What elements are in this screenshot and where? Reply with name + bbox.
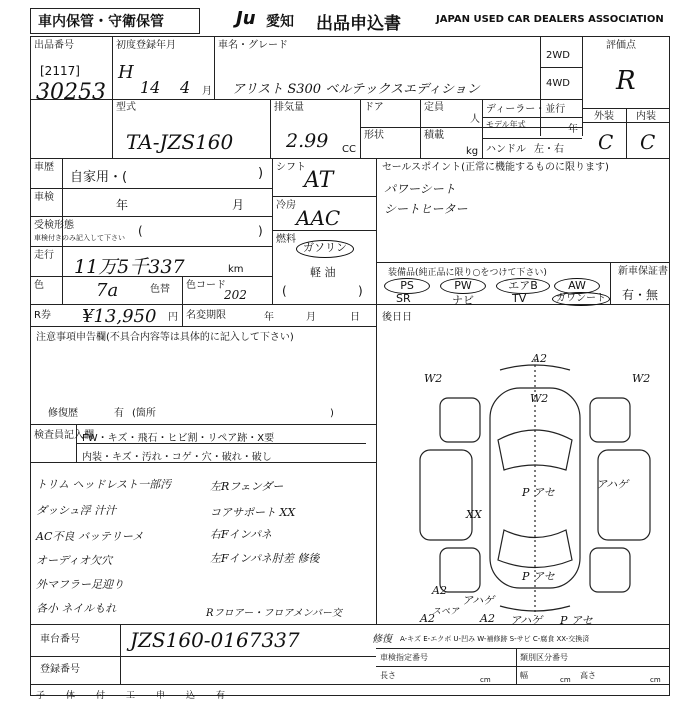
height-cm: cm — [650, 676, 661, 684]
certified-label: 車検指定番号 — [380, 653, 428, 662]
bottom-strip-4: 工 — [126, 691, 136, 701]
inspector-row1: FW・キズ・飛石・ヒビ割・リペア跡・X要 — [82, 433, 275, 444]
equip-extra: ガワンート — [552, 292, 610, 306]
shape-label: 形状 — [364, 130, 384, 141]
capacity-label: 定員 — [424, 102, 444, 113]
after-date-label: 後日日 — [382, 312, 412, 323]
rating-score: R — [616, 66, 636, 96]
mileage-label: 走行 — [34, 250, 54, 261]
displacement-value: 2.99 — [286, 130, 329, 152]
note-right-5: Rフロアー・フロアメンバー交 — [206, 608, 342, 619]
inspection-month-unit: 月 — [232, 198, 245, 212]
capacity-unit: 人 — [470, 114, 480, 125]
color-value: 7a — [96, 280, 119, 301]
recycle-label: R券 — [34, 310, 51, 321]
note-right-4: 左Fインパネ肘差 修後 — [210, 552, 320, 565]
consignment-label: 受検形態 — [34, 220, 74, 231]
chassis-label: 車台番号 — [40, 634, 80, 645]
consignment-note: 車検付きのみ記入して下さい — [34, 234, 125, 242]
interior-label: 内装 — [636, 111, 656, 122]
lot-label: 出品番号 — [34, 40, 74, 51]
legend-circled: 修復 — [372, 634, 392, 645]
equipment-label: 装備品(純正品に限り○をつけて下さい) — [388, 268, 547, 278]
ju-logo: Ju — [236, 8, 256, 29]
model-year-label: モデル年式 — [486, 120, 526, 129]
rating-label: 評価点 — [606, 40, 636, 51]
note-line-2: ダッシュ浮 汁汁 — [36, 504, 117, 517]
gasoline-option: ガソリン — [296, 240, 354, 258]
region-label: 愛知 — [266, 14, 294, 30]
interior-grade: C — [640, 130, 656, 154]
diagram-mark-11: A2 — [480, 612, 495, 625]
door-label: ドア — [364, 102, 384, 113]
form-title: 出品申込書 — [316, 14, 401, 34]
type-value: TA-JZS160 — [126, 130, 234, 154]
registration-month-unit: 月 — [202, 86, 212, 97]
legend-text: A-キズ E-エクボ U-凹み W-補修跡 S-サビ C-腐食 XX-交換済 — [400, 635, 590, 643]
association-name: JAPAN USED CAR DEALERS ASSOCIATION — [436, 14, 664, 25]
color-code-label: 色コード — [186, 280, 226, 291]
diagram-mark-14: P アセ — [560, 614, 593, 627]
fuel-open: ( — [282, 284, 287, 298]
diagram-mark-5: XX — [466, 508, 482, 521]
recycle-unit: 円 — [168, 312, 178, 323]
exterior-grade: C — [598, 130, 614, 154]
diagram-mark-8: P アセ — [522, 570, 555, 583]
diagram-mark-6: P アセ — [522, 486, 555, 499]
height-label: 高さ — [580, 671, 596, 680]
equip-navi: ナビ — [452, 294, 474, 307]
note-line-3: AC不良 バッテリーメ — [36, 530, 144, 543]
diagram-mark-2: W2 — [424, 372, 443, 385]
bottom-strip-7: 有 — [216, 691, 226, 701]
registration-era: H — [118, 62, 134, 83]
bottom-strip-6: 込 — [186, 691, 196, 701]
diagram-mark-13: A2 — [420, 612, 435, 625]
equip-sr: SR — [396, 292, 411, 305]
reg-number-label: 登録番号 — [40, 664, 80, 675]
equip-tv: TV — [512, 292, 527, 305]
diagram-mark-7: アハゲ — [596, 478, 629, 491]
model-label: 車名・グレード — [218, 40, 288, 51]
mileage-value: 11万5千337 — [74, 256, 185, 278]
aircon-label: 冷房 — [276, 200, 296, 211]
width-label: 幅 — [520, 671, 528, 680]
note-right-1: 左Rフェンダー — [210, 480, 284, 493]
bottom-strip-2: 体 — [66, 691, 76, 701]
equip-ps: PS — [384, 278, 430, 294]
consignment-close: ) — [258, 224, 263, 238]
repair-value: 有 — [114, 408, 124, 419]
note-line-6: 各小 ネイルもれ — [36, 602, 117, 615]
color-label: 色 — [34, 280, 44, 291]
bottom-strip-3: 付 — [96, 691, 106, 701]
displacement-label: 排気量 — [274, 102, 304, 113]
class-label: 類別区分番号 — [520, 653, 568, 662]
lot-number: 30253 — [36, 80, 106, 105]
shift-label: シフト — [276, 162, 306, 173]
registration-year: 14 — [140, 78, 161, 97]
selling-point-2: シートヒーター — [384, 202, 468, 216]
note-line-1: トリム ヘッドレスト一部汚 — [36, 478, 172, 491]
registration-month: 4 — [180, 78, 191, 97]
note-right-3: 右Fインパネ — [210, 528, 272, 541]
mileage-unit: km — [228, 264, 244, 275]
bottom-strip-1: 子 — [36, 691, 46, 701]
diesel-option: 軽 油 — [310, 266, 336, 279]
inspection-year-unit: 年 — [116, 198, 129, 212]
history-value: 自家用・( — [70, 170, 128, 185]
handle-value: 左・右 — [534, 144, 564, 155]
spare-label: スペア — [432, 607, 460, 617]
warranty-value: 有・無 — [622, 288, 659, 302]
chassis-value: JZS160-0167337 — [130, 628, 300, 652]
diagram-mark-10: アハゲ — [462, 594, 495, 607]
name-change-day: 日 — [350, 312, 360, 323]
exterior-label: 外装 — [594, 111, 614, 122]
consignment-open: ( — [138, 224, 143, 238]
fuel-close: ) — [358, 284, 363, 298]
handle-label: ハンドル — [486, 144, 526, 155]
color-change-label: 色替 — [150, 284, 170, 295]
load-unit: kg — [466, 146, 479, 157]
length-cm: cm — [480, 676, 491, 684]
diagram-mark-12: アハゲ — [510, 614, 543, 627]
dealer-label: ディーラー・並行 — [486, 104, 566, 115]
note-right-2: コアサポート XX — [210, 506, 296, 519]
drive-2wd: 2WD — [546, 50, 570, 61]
load-label: 積載 — [424, 130, 444, 141]
note-line-4: オーディオ欠穴 — [36, 554, 113, 567]
name-change-year: 年 — [264, 312, 274, 323]
note-line-5: 外マフラー足迎り — [36, 578, 124, 591]
repair-label: 修復歴 — [48, 408, 78, 419]
registration-label: 初度登録年月 — [116, 40, 176, 51]
model-year-unit: 年 — [568, 124, 578, 135]
model-value: アリスト S300 ベルテックスエディション — [232, 82, 480, 97]
name-change-label: 名変期限 — [186, 310, 226, 321]
inspector-label: 検査員記入欄 — [34, 430, 94, 441]
repair-open: (箇所 — [132, 408, 156, 419]
diagram-mark-9: A2 — [432, 584, 447, 597]
equip-aw: AW — [554, 278, 600, 294]
repair-close: ) — [330, 408, 334, 419]
type-label: 型式 — [116, 102, 136, 113]
selling-points-label: セールスポイント(正常に機能するものに限ります) — [382, 162, 609, 173]
width-cm: cm — [560, 676, 571, 684]
inspector-row2: 内装・キズ・汚れ・コゲ・穴・破れ・破し — [82, 452, 272, 463]
shift-value: AT — [304, 168, 334, 193]
recycle-value: ¥13,950 — [82, 306, 157, 327]
storage-title: 車内保管・守衛保管 — [38, 14, 164, 30]
aircon-value: AAC — [296, 206, 341, 230]
drive-4wd: 4WD — [546, 78, 570, 89]
lot-small-code: [2117] — [40, 64, 80, 78]
color-code: 202 — [224, 288, 247, 302]
diagram-mark-3: W2 — [530, 392, 549, 405]
bottom-strip-5: 申 — [156, 691, 166, 701]
equip-airbag: エアB — [496, 278, 550, 294]
selling-point-1: パワーシート — [384, 182, 456, 196]
name-change-month: 月 — [306, 312, 316, 323]
equip-pw: PW — [440, 278, 486, 294]
history-close: ) — [258, 166, 264, 181]
displacement-unit: CC — [342, 144, 356, 155]
history-label: 車歴 — [34, 162, 54, 173]
fuel-label: 燃料 — [276, 234, 296, 245]
warranty-label: 新車保証書 — [618, 266, 668, 277]
diagram-mark-4: W2 — [632, 372, 651, 385]
notes-label: 注意事項申告欄(不具合内容等は具体的に記入して下さい) — [36, 332, 294, 343]
diagram-mark-1: A2 — [532, 352, 547, 365]
inspection-label: 車検 — [34, 192, 54, 203]
length-label: 長さ — [380, 671, 396, 680]
